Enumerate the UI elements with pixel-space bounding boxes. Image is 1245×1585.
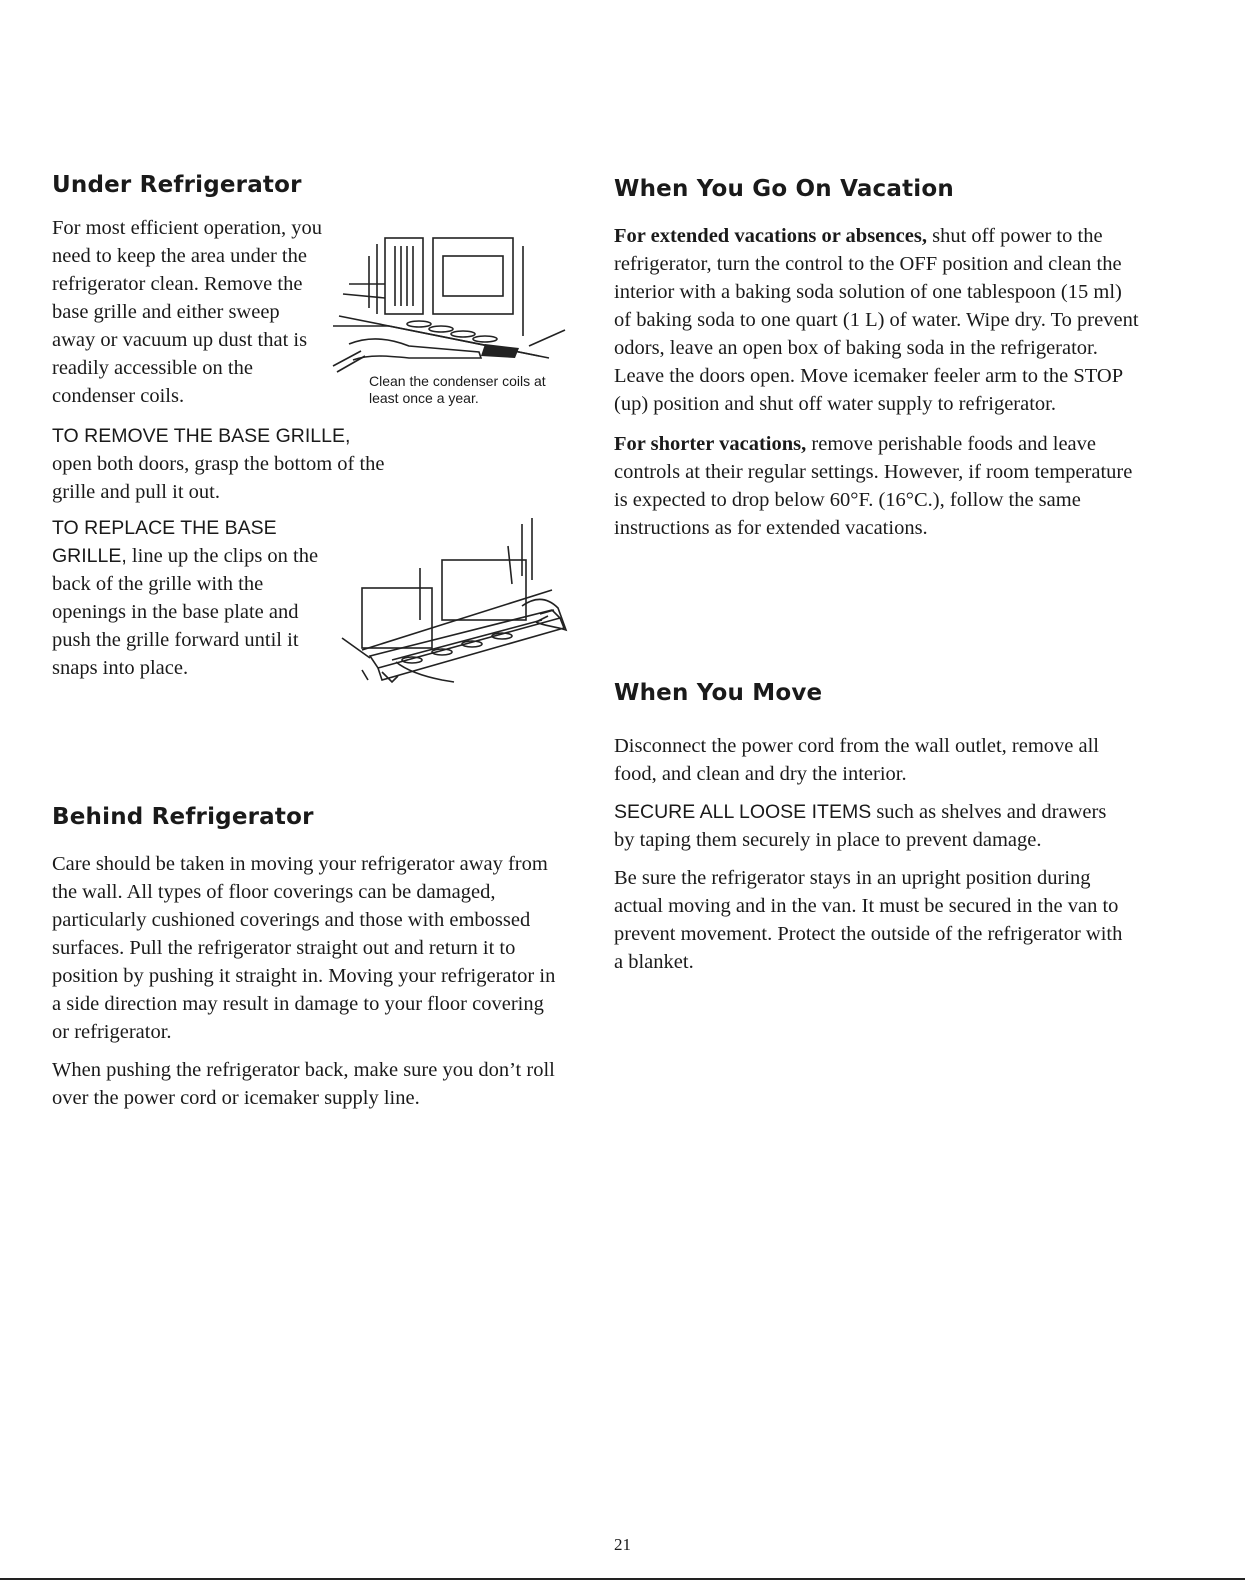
vacation-paragraph-2 — [614, 430, 1144, 542]
replace-grille-lead: TO REPLACE THE BASE GRILLE, — [52, 517, 277, 567]
under-intro-text: For most efficient operation, you need to keep the area under the refrigerator clean. Remove the base grille and either sweep away or vacuum up dust that is readily accessible on the condenser coils. — [52, 217, 323, 407]
behind-refrigerator-heading: Behind Refrigerator — [52, 804, 314, 830]
right-column — [614, 172, 1144, 973]
move-section — [614, 680, 1124, 984]
remove-grille-lead: TO REMOVE THE BASE GRILLE, — [52, 425, 351, 447]
vacuum-condenser-icon — [329, 226, 569, 376]
move-paragraph-3: Be sure the refrigerator stays in an upright position during actual moving and in the van. It must be secured in the van to prevent movement. Protect the outside of the refrigerator with a blanket. — [614, 867, 1123, 973]
move-heading: When You Move — [614, 680, 823, 706]
move-p2-body: such as shelves and drawers by taping them securely in place to prevent damage. — [614, 801, 1107, 851]
vacation-p2-lead: For shorter vacations, — [614, 433, 807, 455]
vacation-heading: When You Go On Vacation — [614, 176, 954, 202]
move-p2-lead: SECURE ALL LOOSE ITEMS — [614, 801, 872, 823]
remove-grille-text — [52, 422, 392, 506]
vacation-p2-body: remove perishable foods and leave controls at their regular settings. However, if room temperature is expected to drop below 60°F. (16°C.), follow the same instructions as for extended vacations. — [614, 433, 1133, 539]
vacation-section — [614, 176, 1144, 542]
vacation-p1-lead: For extended vacations or absences, — [614, 225, 927, 247]
behind-refrigerator-section — [52, 804, 562, 1120]
left-column — [52, 172, 572, 1109]
under-refrigerator-section — [52, 172, 572, 690]
replace-with-figure — [52, 514, 572, 690]
grille-install-icon — [322, 510, 572, 685]
vacation-p1-body: shut off power to the refrigerator, turn the control to the OFF position and clean the interior with a baking soda solution of one tablespoon (15 ml) of baking soda to one quart (1 L) of water. Wipe dry. To prevent odors, leave an open box of baking soda in the refrigerator. Leave the doors open. Move icemaker feeler arm to the STOP (up) position and shut off water supply to refrigerator. — [614, 225, 1139, 415]
move-paragraph-1: Disconnect the power cord from the wall outlet, remove all food, and clean and dry the interior. — [614, 735, 1100, 785]
behind-paragraph-2: When pushing the refrigerator back, make sure you don’t roll over the power cord or icemaker supply line. — [52, 1059, 555, 1109]
move-paragraph-2 — [614, 798, 1124, 854]
replace-grille-body: line up the clips on the back of the grille with the openings in the base plate and push the grille forward until it snaps into place. — [52, 545, 319, 679]
under-refrigerator-heading: Under Refrigerator — [52, 172, 302, 198]
vacation-paragraph-1 — [614, 222, 1144, 418]
remove-grille-body: open both doors, grasp the bottom of the grille and pull it out. — [52, 453, 385, 503]
condenser-caption: Clean the condenser coils at least once a year. — [369, 373, 546, 406]
behind-paragraph-1: Care should be taken in moving your refrigerator away from the wall. All types of floor coverings can be damaged, particularly cushioned coverings and those with embossed surfaces. Pull the refrigerator straight out and return it to position by pushing it straight in. Moving your refrigerator in a side direction may result in damage to your floor covering or refrigerator. — [52, 853, 556, 1043]
condenser-figure — [329, 226, 579, 407]
grille-figure — [322, 510, 572, 690]
bottom-rule — [0, 1578, 1245, 1580]
replace-grille-text — [52, 514, 322, 682]
intro-with-figure — [52, 218, 572, 418]
page-number: 21 — [614, 1535, 631, 1554]
